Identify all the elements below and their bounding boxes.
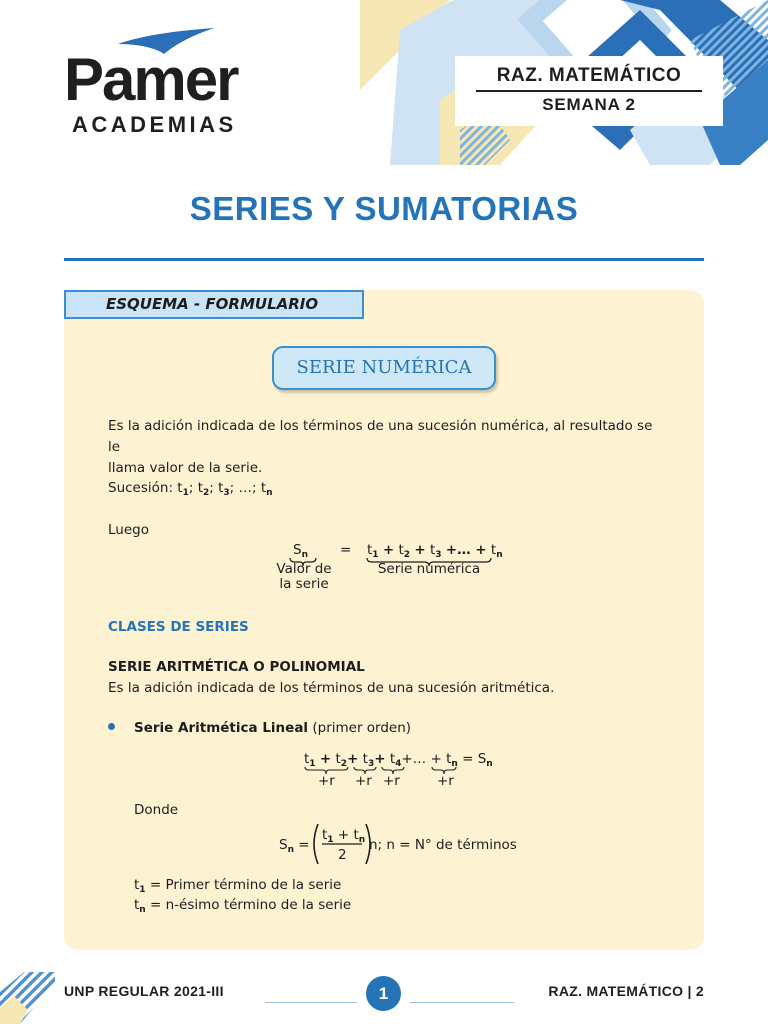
formula-tail: n; n = N° de términos — [369, 837, 517, 853]
logo-name: Pamer — [64, 46, 238, 113]
course-label — [455, 56, 723, 126]
footer-rule-left — [265, 1002, 357, 1003]
definition-line-1: Es la adición indicada de los términos de una sucesión numérica, al resultado se le — [108, 418, 653, 455]
definition-text — [108, 416, 668, 479]
plus-r-label: +r — [383, 773, 400, 789]
serie-numerica-heading: SERIE NUMÉRICA — [272, 346, 496, 390]
footer-course: UNP REGULAR 2021-III — [64, 983, 224, 999]
formula-denominator: 2 — [338, 847, 347, 863]
section-tag: ESQUEMA - FORMULARIO — [64, 290, 364, 319]
lineal-terms: $t_1 + t_2+ t_3+$ $t_4+\dots + t_n = S_n$ — [304, 751, 493, 769]
footer-decoration — [0, 972, 60, 1024]
clases-heading: CLASES DE SERIES — [108, 619, 249, 635]
plus-r-label: +r — [437, 773, 454, 789]
tn-description: $t_n$ = n-ésimo término de la serie — [134, 897, 352, 915]
page-title: SERIES Y SUMATORIAS — [189, 190, 579, 227]
footer-rule-right — [410, 1002, 514, 1003]
aritmetica-heading: SERIE ARITMÉTICA O POLINOMIAL — [108, 659, 365, 675]
serie-numerica-label: Serie numérica — [377, 561, 481, 577]
footer-subject: RAZ. MATEMÁTICO | 2 — [548, 983, 704, 999]
donde-label: Donde — [134, 802, 179, 818]
pamer-logo — [64, 28, 274, 138]
equals-sign: = — [340, 542, 352, 558]
course-divider — [476, 90, 702, 92]
serie-terms: $t_1 + t_2 + t_3$ +… + $t_n$ — [367, 542, 503, 560]
sucesion-line: Sucesión: $t_1$; $t_2$; $t_3$; …; $t_n$ — [108, 480, 273, 498]
definition-line-2: llama valor de la serie. — [108, 460, 263, 476]
course-week: SEMANA 2 — [542, 95, 636, 114]
page-number-badge: 1 — [366, 976, 401, 1011]
course-subject: RAZ. MATEMÁTICO — [496, 65, 682, 86]
formula-sn: $S_n$ = — [279, 837, 310, 855]
plus-r-label: +r — [355, 773, 372, 789]
plus-r-label: +r — [318, 773, 335, 789]
t1-description: $t_1$ = Primer término de la serie — [134, 877, 342, 895]
aritmetica-definition: Es la adición indicada de los términos de una sucesión aritmética. — [108, 680, 555, 696]
lineal-item: Serie Aritmética Lineal (primer orden) — [134, 720, 412, 736]
title-divider — [64, 258, 704, 261]
formula-numerator: $t_1 + t_n$ — [322, 827, 366, 845]
luego-label: Luego — [108, 522, 149, 538]
logo-subtitle: ACADEMIAS — [72, 112, 237, 137]
bullet-icon — [108, 723, 115, 730]
valor-de-la-serie: Valor de la serie — [276, 561, 332, 592]
sn-symbol: $S_n$ — [293, 542, 308, 560]
